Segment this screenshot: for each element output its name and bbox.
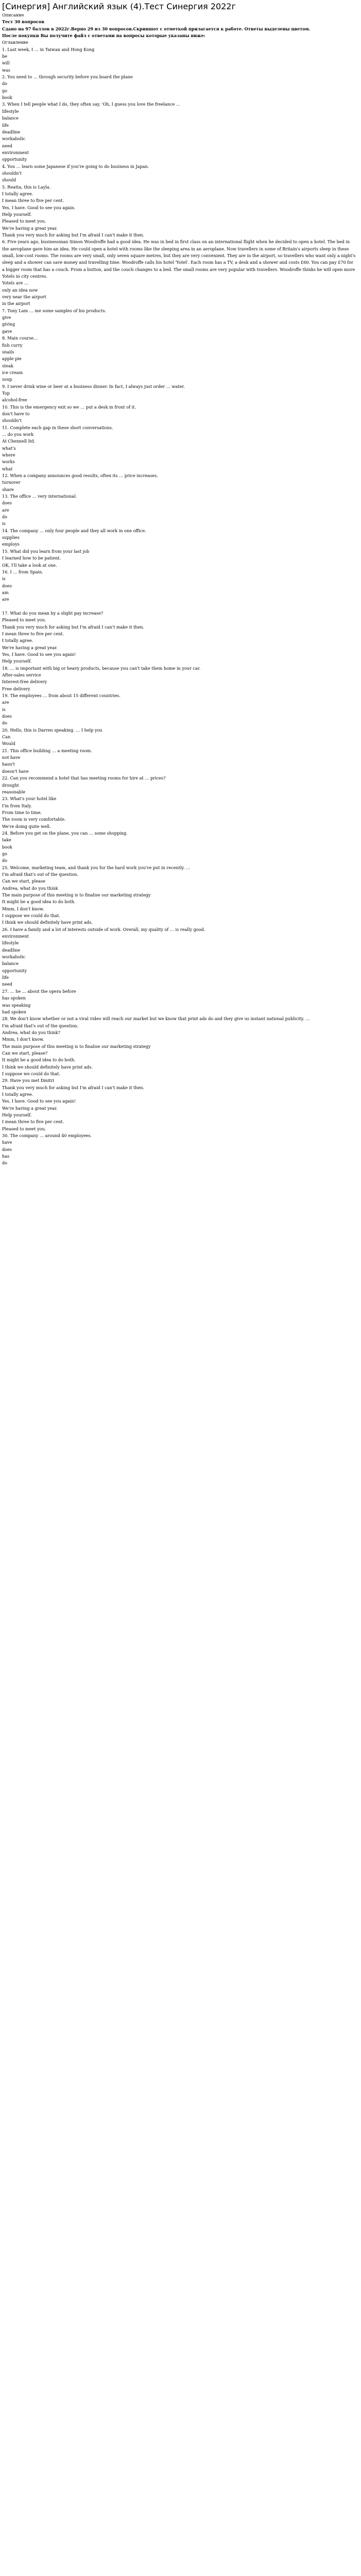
text-line: I mean three to five per cent. xyxy=(2,631,64,636)
text-line: Yes, I have. Good to see you again. xyxy=(2,205,76,210)
text-line: shouldn't xyxy=(2,170,22,176)
text-line: 4. You … learn some Japanese if you're going to do business in Japan. xyxy=(2,163,149,169)
text-line: soup xyxy=(2,377,12,382)
text-line: The main purpose of this meeting is to finalise our marketing strategy xyxy=(2,1043,151,1049)
text-line: I suppose we could do that. xyxy=(2,913,60,919)
text-line: From time to time. xyxy=(2,809,42,815)
text-line: is xyxy=(2,521,6,527)
text-line: don't have to xyxy=(2,411,30,416)
text-line: 8. Main course… xyxy=(2,335,38,341)
text-line: reasonable xyxy=(2,789,26,794)
text-line: Yes, I have. Good to see you again! xyxy=(2,1098,76,1104)
text-line: Yotels are … xyxy=(2,280,29,286)
text-line: where xyxy=(2,452,15,457)
text-line: We're having a great year. xyxy=(2,225,58,231)
text-line: Help yourself. xyxy=(2,658,32,664)
text-line: We're having a great year. xyxy=(2,1105,58,1111)
text-line: are xyxy=(2,507,9,513)
text-line: Andrea, what do you think? xyxy=(2,1029,61,1035)
text-line: I'm afraid that's out of the question. xyxy=(2,871,79,877)
text-line: Help yourself. xyxy=(2,1112,32,1117)
text-line: steak xyxy=(2,363,13,368)
text-line: 24. Before you get on the plane, you can … some shopping. xyxy=(2,830,128,836)
text-line: have xyxy=(2,1140,12,1145)
text-line: 19. The employees … from about 15 different countries. xyxy=(2,693,121,699)
text-line: workaholic xyxy=(2,136,26,142)
text-line: not have xyxy=(2,755,21,760)
text-line: 17. What do you mean by a slight pay increase? xyxy=(2,610,104,616)
text-line: Pleased to meet you. xyxy=(2,1126,46,1131)
document-body xyxy=(2,12,356,1167)
text-line: It might be a good idea to do both. xyxy=(2,899,76,905)
text-line: lifestyle xyxy=(2,108,19,114)
text-line: lifestyle xyxy=(2,940,19,946)
text-line: do xyxy=(2,514,8,520)
text-line: 28. We don't know whether or not a viral video will reach our market but we know that print ads do and they give us instant national publicity. … xyxy=(2,1016,310,1022)
page-title: [Синергия] Английский язык (4).Тест Синергия 2022г xyxy=(2,2,236,11)
text-line: I think we should definitely have print ads. xyxy=(2,920,93,925)
text-line: book xyxy=(2,844,12,850)
text-line: 10. This is the emergency exit so we … put a desk in front of it. xyxy=(2,404,136,410)
text-line: are xyxy=(2,700,9,705)
text-line: 26. I have a family and a lot of interests outside of work. Overall, my quality of … is really good. xyxy=(2,926,205,932)
text-line: 20. Hello, this is Darren speaking. … I help you xyxy=(2,727,102,733)
text-line: does xyxy=(2,714,12,719)
text-line: go xyxy=(2,851,8,856)
text-line: deadline xyxy=(2,129,21,134)
text-line: do xyxy=(2,1160,8,1166)
text-line: what's xyxy=(2,445,16,451)
text-line: It might be a good idea to do both. xyxy=(2,1057,76,1063)
text-line: 23. What's your hotel like xyxy=(2,796,57,802)
text-line: 15. What did you learn from your last job xyxy=(2,548,90,554)
text-line: Сдано на 97 баллов в 2022г.Верно 29 из 30 вопросов.Скриншот с отметкой прилагается к работе. Ответы выделены цветом. xyxy=(2,26,311,31)
text-line: We're doing quite well. xyxy=(2,823,51,829)
text-line: environment xyxy=(2,934,29,939)
text-line: has spoken xyxy=(2,995,26,1001)
text-line: environment xyxy=(2,149,29,155)
text-line: had spoken xyxy=(2,1009,26,1014)
text-line: 14. The company … only four people and they all work in one office. xyxy=(2,528,146,533)
text-line: am xyxy=(2,589,9,595)
text-line: Interest-free delivery xyxy=(2,679,47,685)
text-line: 21. This office building … a meeting room. xyxy=(2,748,92,753)
text-line: drought xyxy=(2,782,19,788)
text-line: turnover xyxy=(2,480,21,485)
text-line: snails xyxy=(2,349,14,354)
text-line: workaholic xyxy=(2,954,26,960)
text-line: alcohol-free xyxy=(2,397,27,403)
text-line: works xyxy=(2,459,15,465)
text-line: Pleased to meet you. xyxy=(2,218,46,224)
text-line: I mean three to five per cent. xyxy=(2,198,64,204)
text-line: Mmm, I don't know. xyxy=(2,1037,44,1042)
text-line: opportunity xyxy=(2,968,27,973)
text-line: was speaking xyxy=(2,1002,31,1008)
text-line: need xyxy=(2,143,12,148)
text-line: does xyxy=(2,1146,12,1152)
text-line: give xyxy=(2,315,11,320)
text-line: Free delivery xyxy=(2,686,30,691)
text-line: should xyxy=(2,177,16,183)
text-line: Тест 30 вопросов xyxy=(2,19,44,25)
text-line: Can we start, please? xyxy=(2,1050,48,1056)
text-line: gave xyxy=(2,328,12,334)
text-line: need xyxy=(2,981,12,987)
text-line: The room is very comfortable. xyxy=(2,817,66,822)
text-line: doesn't have xyxy=(2,768,29,774)
text-line: 18. … is important with big or heavy products, because you can't take them home in your car. xyxy=(2,665,201,671)
text-line: OK, I'll take a look at one. xyxy=(2,562,57,568)
text-line: what xyxy=(2,466,13,471)
text-line: do xyxy=(2,81,8,87)
text-line: 22. Can you recommend a hotel that has meeting rooms for hire at … prices? xyxy=(2,775,166,781)
text-line: We're having a great year. xyxy=(2,645,58,650)
text-line: is xyxy=(2,706,6,712)
text-line: 7. Tony Lam … me some samples of his products. xyxy=(2,308,107,313)
text-line: 3. When I tell people what I do, they often say, 'Oh, I guess you love the freelance … xyxy=(2,101,180,107)
text-line: go xyxy=(2,88,8,93)
text-line: do xyxy=(2,720,8,726)
text-line: После покупки Вы получите файл с ответами на вопросы которые указаны ниже: xyxy=(2,33,205,39)
text-line: I mean three to five per cent. xyxy=(2,1119,64,1125)
text-line: does xyxy=(2,500,12,506)
text-line: balance xyxy=(2,115,19,121)
text-line: Thank you very much for asking but I'm afraid I can't make it then. xyxy=(2,624,145,630)
text-line: life xyxy=(2,975,9,980)
text-line: be xyxy=(2,54,7,59)
text-line: I totally agree. xyxy=(2,191,33,196)
text-line: fish curry xyxy=(2,342,23,348)
text-line: I'm afraid that's out of the question. xyxy=(2,1023,79,1028)
text-line: Описание xyxy=(2,12,24,18)
text-line: share xyxy=(2,486,14,492)
text-line: I totally agree. xyxy=(2,1091,33,1097)
text-line: Help yourself. xyxy=(2,211,32,217)
text-line: Thank you very much for asking but I'm afraid I can't make it then. xyxy=(2,1084,145,1090)
text-line: supplies xyxy=(2,535,20,540)
text-line: hasn't xyxy=(2,761,15,767)
text-line: 16. I … from Spain. xyxy=(2,569,43,574)
text-line: 1. Last week, I … in Taiwan and Hong Kong xyxy=(2,46,95,52)
text-line: 30. The company … around 40 employees. xyxy=(2,1133,92,1139)
text-line: 27. … he … about the opera before xyxy=(2,988,76,994)
text-line: At Chennell ltd. xyxy=(2,438,36,444)
text-line: 25. Welcome, marketing team, and thank you for the hard work you've put in recently. … xyxy=(2,865,191,870)
text-line: very near the airport xyxy=(2,294,46,300)
text-line: has xyxy=(2,1154,10,1159)
text-line: 5. Reatta, this is Layla. xyxy=(2,184,51,190)
text-line: apple pie xyxy=(2,356,22,362)
text-line: … do you work xyxy=(2,431,34,437)
text-line: Top xyxy=(2,390,10,396)
text-line: 13. The office … very international. xyxy=(2,494,77,499)
text-line: 12. When a company announces good results, often its … price increases. xyxy=(2,473,158,479)
text-line: Can we start, please xyxy=(2,878,45,884)
text-line: book xyxy=(2,95,12,100)
text-line: employs xyxy=(2,541,20,547)
text-line: take xyxy=(2,837,11,843)
text-line: Оглавление xyxy=(2,40,28,45)
text-line: 9. I never drink wine or beer at a business dinner. In fact, I always just order … water. xyxy=(2,383,185,389)
text-line: was xyxy=(2,67,10,73)
text-line: 6. Five years ago, businessman Simon Woodroffe had a good idea. He was in bed in first class on an international flight when he decided to open a hotel. The bed in the aeroplane gave him an idea. He could open a hotel with rooms like the sleeping area in an aeroplane. Now travellers in some of Britain's airports sleep in these small, low-cost rooms. The rooms are very small, only seven square metres, but they are very convenient. They are in the airport, so travellers who want only a night's sleep and a shower can save money and travelling time. Woodroffe calls his hotel 'Yotel'. Each room has a TV, a desk and a shower and costs £60. You can pay £70 for a bigger room that has a couch. From a button, and the couch changes to a bed. The small rooms are very popular with travellers. Woodroffe thinks he will open more Yotels in city centres. xyxy=(2,239,356,279)
text-line: Pleased to meet you. xyxy=(2,617,46,623)
text-line: giving xyxy=(2,321,15,327)
text-line: opportunity xyxy=(2,157,27,162)
text-line: After-sales service xyxy=(2,672,41,677)
text-line: I'm from Italy. xyxy=(2,803,32,808)
text-line: 2. You need to … through security before you board the plane xyxy=(2,74,133,80)
text-line: do xyxy=(2,858,8,863)
text-line: balance xyxy=(2,961,19,967)
text-line: is xyxy=(2,576,6,582)
text-line: will xyxy=(2,60,10,66)
text-line: Mmm, I don't know. xyxy=(2,906,44,911)
text-line: 11. Complete each gap in these short conversations. xyxy=(2,425,113,430)
text-line: I totally agree. xyxy=(2,638,33,643)
text-line: Thank you very much for asking but I'm afraid I can't make it then. xyxy=(2,232,145,238)
text-line: deadline xyxy=(2,947,21,953)
text-line: The main purpose of this meeting is to finalise our marketing strategy xyxy=(2,892,151,897)
text-line: shouldn't xyxy=(2,418,22,423)
text-line: ice cream xyxy=(2,369,23,375)
text-line: Yes, I have. Good to see you again! xyxy=(2,651,76,657)
text-line: are xyxy=(2,597,9,602)
text-line: life xyxy=(2,122,9,128)
text-line: does xyxy=(2,583,12,588)
text-line: I suppose we could do that. xyxy=(2,1071,60,1076)
text-line: Would xyxy=(2,741,15,747)
text-line: I think we should definitely have print ads. xyxy=(2,1064,93,1070)
text-line: only an idea now xyxy=(2,287,38,293)
text-line xyxy=(2,603,356,610)
text-line: I learned how to be patient. xyxy=(2,555,61,561)
text-line: in the airport xyxy=(2,301,30,307)
text-line: Can xyxy=(2,734,11,740)
text-line: Andrea, what do you think xyxy=(2,885,58,891)
text-line: 29. Have you met Dmitri xyxy=(2,1078,55,1083)
